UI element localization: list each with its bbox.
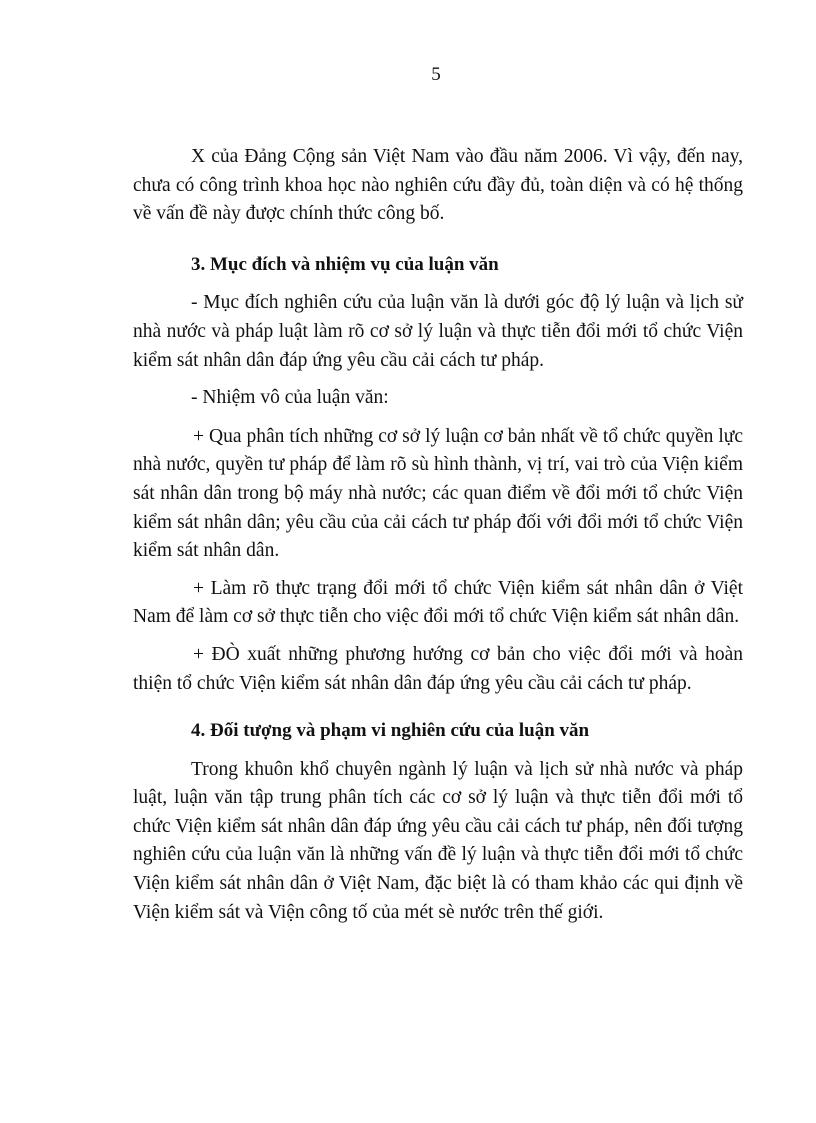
document-body: [133, 143, 743, 936]
section-3-heading: 3. Mục đích và nhiệm vụ của luận văn: [191, 253, 499, 275]
task-item-2: + Làm rõ thực trạng đổi mới tổ chức Viện kiểm sát nhân dân ở Việt Nam để làm cơ sở thực tiễn cho việc đổi mới tổ chức Viện kiểm sát nhân dân.: [133, 577, 743, 628]
task-item-3: + ĐÒ xuất những phương hướng cơ bản cho việc đổi mới và hoàn thiện tổ chức Viện kiểm sát nhân dân đáp ứng yêu cầu cải cách tư pháp.: [133, 643, 743, 694]
section-4-heading: 4. Đối tượng và phạm vi nghiên cứu của luận văn: [191, 720, 590, 742]
task-item-1: + Qua phân tích những cơ sở lý luận cơ bản nhất về tổ chức quyền lực nhà nước, quyền tư pháp để làm rõ sù hình thành, vị trí, vai trò của Viện kiểm sát nhân dân trong bộ máy nhà nước; các quan điểm về đổi mới tổ chức Viện kiểm sát nhân dân; yêu cầu của cải cách tư pháp đối với đổi mới tổ chức Viện kiểm sát nhân dân.: [133, 425, 743, 562]
intro-paragraph: X của Đảng Cộng sản Việt Nam vào đầu năm 2006. Vì vậy, đến nay, chưa có công trình khoa học nào nghiên cứu đầy đủ, toàn diện và có hệ thống về vấn đề này được chính thức công bố.: [133, 146, 743, 225]
scope-paragraph: Trong khuôn khổ chuyên ngành lý luận và lịch sử nhà nước và pháp luật, luận văn tập trung phân tích các cơ sở lý luận và thực tiễn đổi mới tổ chức Viện kiểm sát nhân dân đáp ứng yêu cầu cải cách tư pháp, nên đối tượng nghiên cứu của luận văn là những vấn đề lý luận và thực tiễn đổi mới tổ chức Viện kiểm sát nhân dân ở Việt Nam, đặc biệt là có tham khảo các qui định về Viện kiểm sát và Viện công tố của mét sè nước trên thế giới.: [133, 758, 743, 923]
page-number: 5: [431, 64, 441, 85]
purpose-paragraph: - Mục đích nghiên cứu của luận văn là dưới góc độ lý luận và lịch sử nhà nước và pháp luật làm rõ cơ sở lý luận và thực tiễn đổi mới tổ chức Viện kiểm sát nhân dân đáp ứng yêu cầu cải cách tư pháp.: [133, 292, 743, 371]
tasks-label: - Nhiệm vô của luận văn:: [191, 387, 389, 409]
